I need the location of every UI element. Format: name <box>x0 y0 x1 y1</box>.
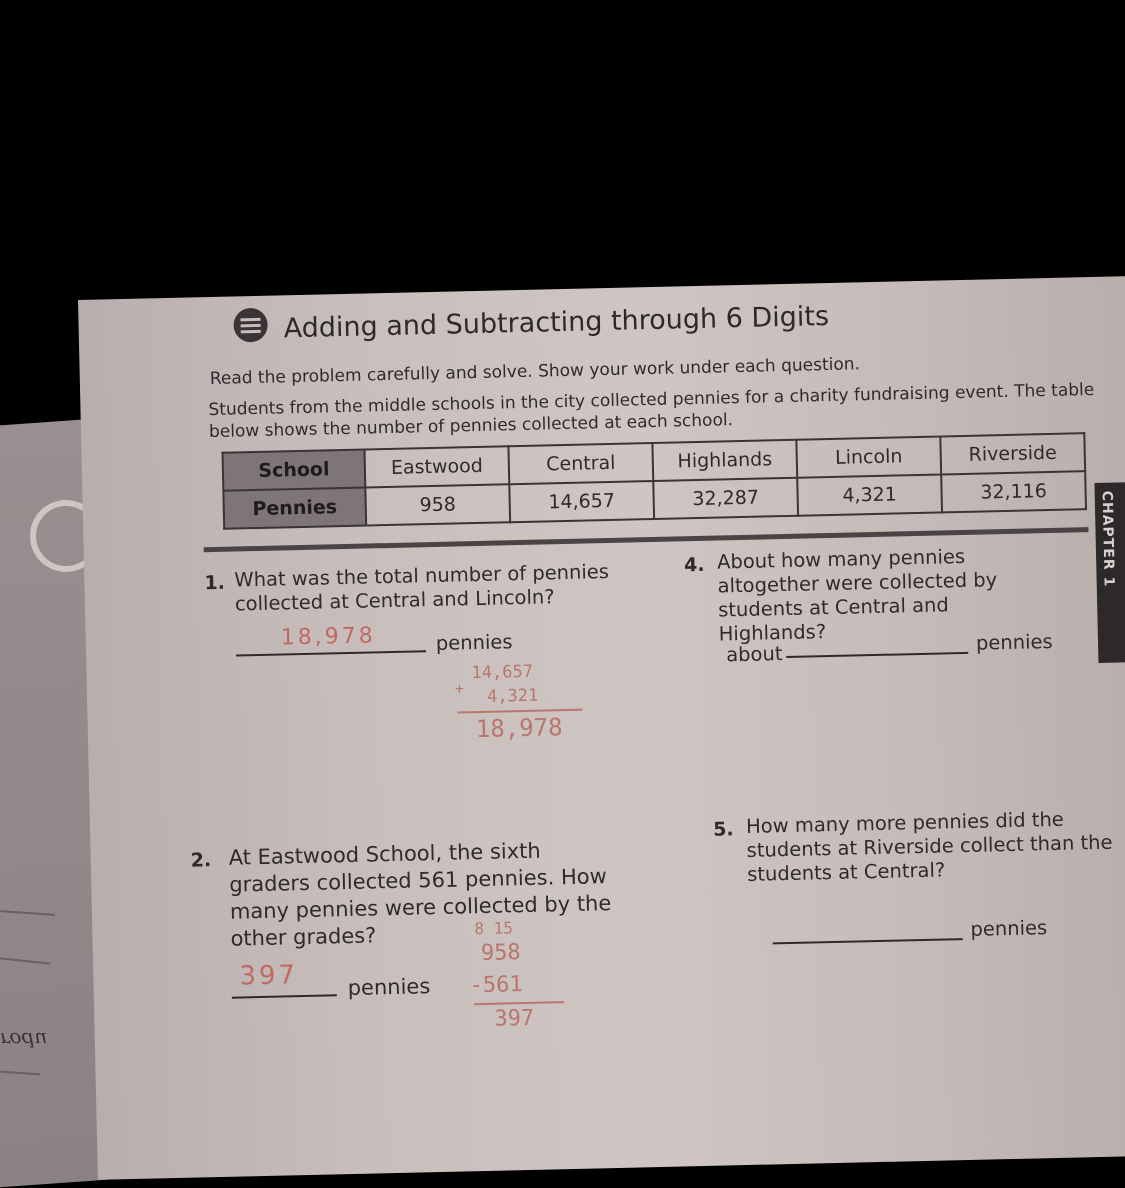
question-1-work-operator: + <box>454 679 465 698</box>
table-cell-pennies: 14,657 <box>509 481 654 522</box>
table-header-pennies: Pennies <box>223 488 366 529</box>
question-1-work-addend: 4,321 <box>486 685 539 707</box>
question-2-work-minuend: 958 <box>480 940 521 967</box>
table-cell-school: Riverside <box>940 433 1085 474</box>
pennies-table <box>221 432 1087 530</box>
question-4-answer-line <box>786 652 968 658</box>
question-2-work-difference: 397 <box>494 1005 535 1032</box>
question-1-answer: 18,978 <box>280 623 376 651</box>
question-2-text: At Eastwood School, the sixth graders collected 561 pennies. How many pennies were collected by the other grades? <box>228 838 612 951</box>
question-5-unit: pennies <box>970 916 1048 941</box>
back-page-fragment: rodu <box>0 1028 48 1052</box>
question-4-prefix: about <box>725 642 783 667</box>
question-2-unit: pennies <box>347 974 431 1001</box>
question-4-number: 4. <box>683 553 705 577</box>
table-cell-school: Lincoln <box>796 436 941 477</box>
question-4-text: About how many pennies altogether were collected by students at Central and Highlands? <box>716 544 998 646</box>
question-5-answer-line <box>773 938 963 944</box>
table-cell-school: Central <box>508 443 653 484</box>
lightbulb-icon <box>233 308 268 343</box>
question-1-text: What was the total number of pennies collected at Central and Lincoln? <box>234 560 610 616</box>
table-cell-pennies: 4,321 <box>797 474 942 515</box>
question-4-unit: pennies <box>975 629 1053 655</box>
question-2-work-borrow: 8 15 <box>474 918 514 939</box>
question-1-work-sum: 18,978 <box>475 713 563 744</box>
question-2-number: 2. <box>190 849 212 872</box>
question-2-work-subtrahend: -561 <box>469 972 523 999</box>
table-cell-school: Highlands <box>652 440 797 481</box>
question-5-text: How many more pennies did the students at Riverside collect than the students at Central? <box>745 807 1113 886</box>
question-2-work-line <box>474 1001 564 1005</box>
question-1-answer-line <box>236 650 426 656</box>
question-1-work-line <box>457 709 582 713</box>
chapter-tab <box>1094 482 1125 663</box>
worksheet-title: Adding and Subtracting through 6 Digits <box>283 300 830 345</box>
table-cell-pennies: 958 <box>365 484 510 525</box>
chapter-tab-label: CHAPTER 1 <box>1098 490 1117 588</box>
instructions: Read the problem carefully and solve. Show your work under each question. <box>209 354 861 390</box>
worksheet-page <box>78 275 1125 1180</box>
table-cell-pennies: 32,287 <box>653 478 798 519</box>
table-cell-school: Eastwood <box>364 446 509 487</box>
intro-text: Students from the middle schools in the city collected pennies for a charity fundraising event. The table below shows the number of pennies collected at each school. <box>208 379 1095 443</box>
question-1-unit: pennies <box>435 630 513 655</box>
question-5-number: 5. <box>712 818 734 841</box>
question-1-work-addend: 14,657 <box>471 661 534 684</box>
question-1-number: 1. <box>204 571 226 595</box>
question-2-answer: 397 <box>239 960 299 992</box>
table-header-school: School <box>223 450 366 491</box>
question-2-answer-line <box>232 994 337 998</box>
table-cell-pennies: 32,116 <box>941 471 1086 512</box>
